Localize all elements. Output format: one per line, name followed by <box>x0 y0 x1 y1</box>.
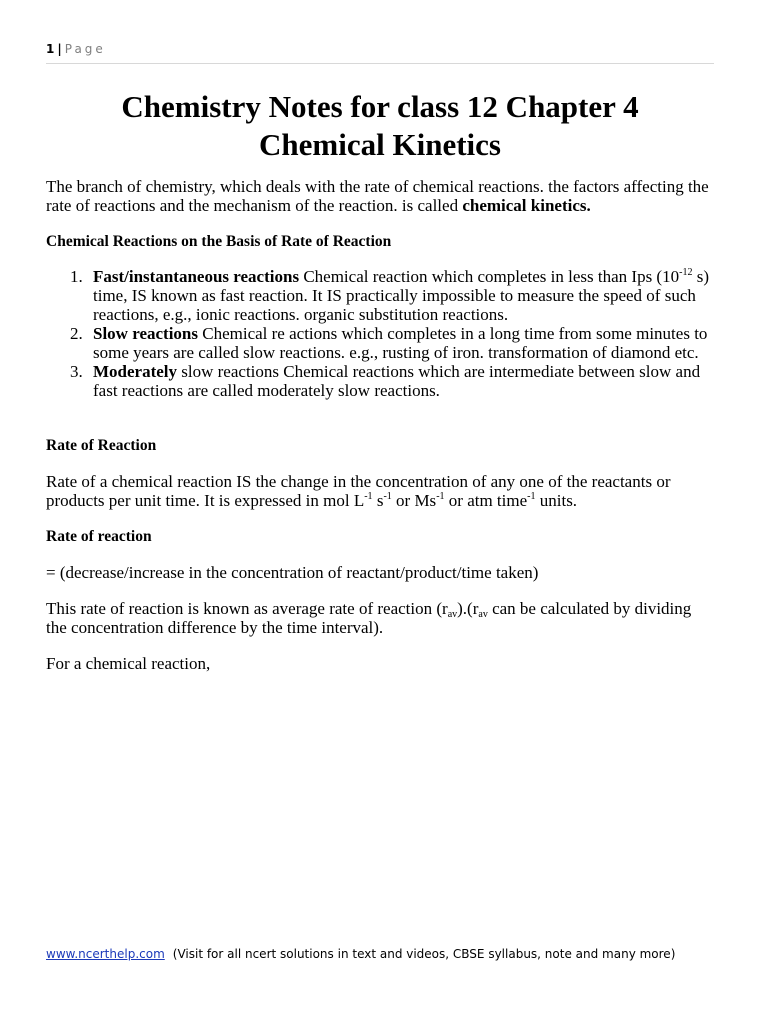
section-heading-reaction-types: Chemical Reactions on the Basis of Rate of Reaction <box>46 233 392 250</box>
list-item-text: Chemical re actions which completes in a long time from some minutes to some years are called slow reactions. e.g., rusting of iron. transformation of diamond etc. <box>93 324 708 362</box>
section-heading-rate-formula: Rate of reaction <box>46 528 152 545</box>
list-item-text: s) time, IS known as fast reaction. It IS practically impossible to measure the speed of such reactions, e.g., ionic reactions. organic substitution reactions. <box>93 267 709 324</box>
paragraph-text: ).(r <box>457 599 479 618</box>
superscript: -12 <box>679 267 693 278</box>
page-header <box>46 42 714 64</box>
paragraph-text: s <box>372 491 384 510</box>
paragraph-text: can be calculated by dividing the concentration difference by the time interval). <box>46 599 692 637</box>
list-item <box>46 267 714 324</box>
superscript: -1 <box>527 491 536 502</box>
list-item <box>46 362 714 400</box>
paragraph-text: or Ms <box>391 491 437 510</box>
superscript: -1 <box>364 491 373 502</box>
list-item-term: Slow reactions <box>93 324 198 343</box>
header-separator: | <box>57 42 62 56</box>
closing-line: For a chemical reaction, <box>46 654 211 673</box>
list-item-text: slow reactions Chemical reactions which are intermediate between slow and fast reactions are called moderately slow reactions. <box>93 362 701 400</box>
footer-website-link[interactable]: www.ncerthelp.com <box>46 947 165 961</box>
list-item-term: Fast/instantaneous reactions <box>93 267 300 286</box>
average-rate-paragraph <box>46 599 714 637</box>
list-marker: 1. <box>70 267 83 286</box>
title-line-2: Chemical Kinetics <box>259 127 501 162</box>
list-item-term: Moderately <box>93 362 178 381</box>
reaction-types-list <box>46 267 714 400</box>
title-line-1: Chemistry Notes for class 12 Chapter 4 <box>121 89 639 124</box>
subscript: av <box>478 609 488 620</box>
page-footer <box>46 947 726 961</box>
document-title <box>40 88 720 164</box>
subscript: av <box>447 609 458 620</box>
section-heading-rate-of-reaction: Rate of Reaction <box>46 437 157 454</box>
rate-definition-paragraph <box>46 472 714 510</box>
intro-emphasis: chemical kinetics. <box>462 196 591 215</box>
list-marker: 2. <box>70 324 83 343</box>
paragraph-text: Rate of a chemical reaction IS the change in the concentration of any one of the reactants or products per unit time. It is expressed in mol L <box>46 472 671 510</box>
list-item <box>46 324 714 362</box>
superscript: -1 <box>383 491 392 502</box>
paragraph-text: units. <box>535 491 578 510</box>
page-label: Page <box>64 42 106 56</box>
page-number: 1 <box>46 42 55 56</box>
list-marker: 3. <box>70 362 83 381</box>
list-item-text: Chemical reaction which completes in less than Ips (10 <box>299 267 680 286</box>
intro-paragraph <box>46 177 714 215</box>
footer-note: (Visit for all ncert solutions in text and videos, CBSE syllabus, note and many more) <box>172 947 676 961</box>
superscript: -1 <box>436 491 445 502</box>
paragraph-text: or atm time <box>444 491 528 510</box>
rate-formula: = (decrease/increase in the concentration of reactant/product/time taken) <box>46 563 539 582</box>
paragraph-text: This rate of reaction is known as average rate of reaction (r <box>46 599 448 618</box>
intro-text: The branch of chemistry, which deals with the rate of chemical reactions. the factors affecting the rate of reactions and the mechanism of the reaction. is called <box>46 177 709 215</box>
